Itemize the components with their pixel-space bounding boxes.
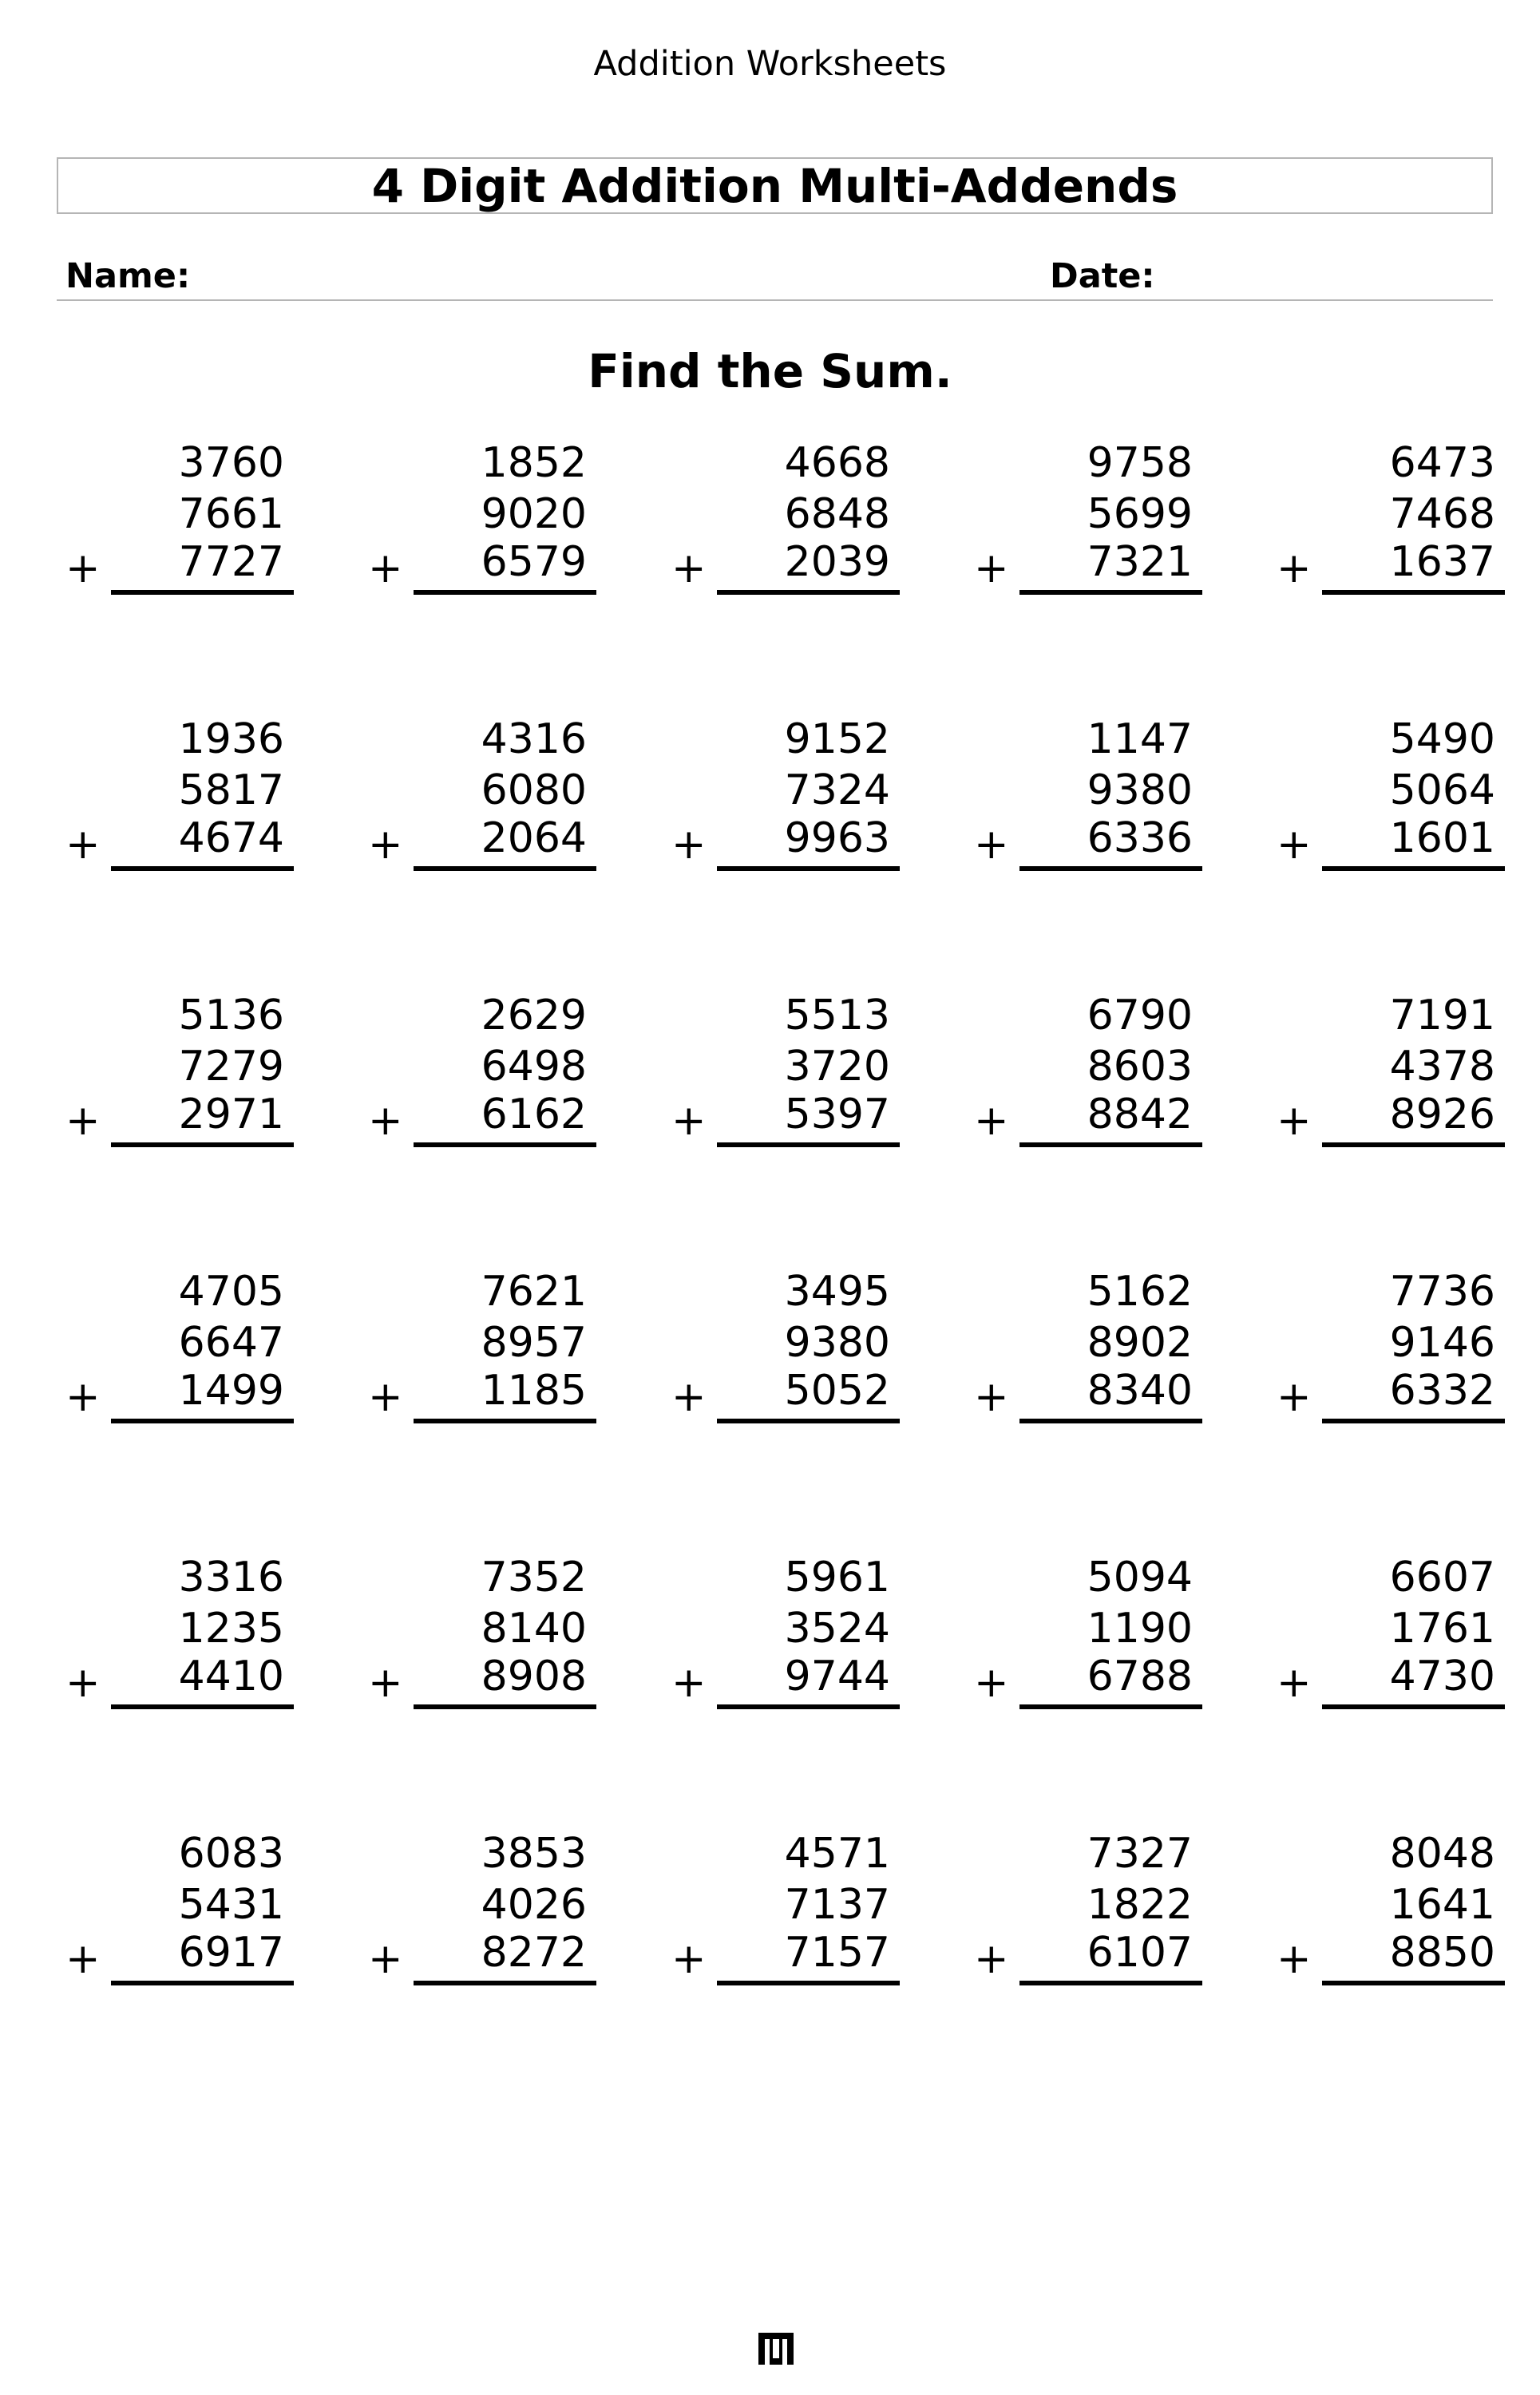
addend-3: 5052 <box>784 1367 890 1415</box>
plus-sign: + <box>1277 1373 1312 1421</box>
plus-sign: + <box>671 1935 707 1983</box>
addend-2: 7137 <box>784 1881 890 1929</box>
plus-sign: + <box>368 544 403 592</box>
plus-sign: + <box>368 1935 403 1983</box>
addend-1: 8048 <box>1389 1830 1495 1878</box>
plus-sign: + <box>974 1659 1009 1707</box>
problem <box>1277 1268 1505 1427</box>
addend-3: 6107 <box>1087 1929 1193 1977</box>
addend-2: 7279 <box>178 1043 284 1091</box>
problem <box>65 439 294 599</box>
answer-line[interactable] <box>111 866 294 871</box>
addend-2: 6080 <box>481 766 587 814</box>
plus-sign: + <box>671 821 707 869</box>
addend-3: 6162 <box>481 1091 587 1138</box>
addend-3: 4730 <box>1389 1653 1495 1700</box>
addend-3: 7157 <box>784 1929 890 1977</box>
site-title: Addition Worksheets <box>593 44 947 84</box>
answer-line[interactable] <box>717 1981 900 1985</box>
answer-line[interactable] <box>1019 1981 1202 1985</box>
addend-1: 9152 <box>784 715 890 763</box>
addend-1: 5162 <box>1087 1268 1193 1316</box>
plus-sign: + <box>974 821 1009 869</box>
answer-line[interactable] <box>414 1981 596 1985</box>
addend-1: 4571 <box>784 1830 890 1878</box>
addend-1: 5513 <box>784 992 890 1039</box>
problem <box>974 1268 1202 1427</box>
addend-1: 7352 <box>481 1554 587 1601</box>
addend-1: 3853 <box>481 1830 587 1878</box>
addend-1: 9758 <box>1087 439 1193 487</box>
problem <box>1277 992 1505 1151</box>
plus-sign: + <box>65 1097 101 1145</box>
problem <box>65 715 294 875</box>
plus-sign: + <box>671 1373 707 1421</box>
addend-2: 1235 <box>178 1605 284 1653</box>
addend-1: 5961 <box>784 1554 890 1601</box>
answer-line[interactable] <box>1019 1704 1202 1709</box>
addend-3: 4674 <box>178 814 284 862</box>
answer-line[interactable] <box>111 590 294 595</box>
answer-line[interactable] <box>1322 1419 1505 1423</box>
date-label: Date: <box>1050 256 1155 296</box>
addend-3: 9963 <box>784 814 890 862</box>
answer-line[interactable] <box>1322 1704 1505 1709</box>
addend-3: 9744 <box>784 1653 890 1700</box>
addend-2: 7468 <box>1389 490 1495 538</box>
addend-1: 4316 <box>481 715 587 763</box>
addend-2: 8603 <box>1087 1043 1193 1091</box>
plus-sign: + <box>1277 821 1312 869</box>
addend-1: 1147 <box>1087 715 1193 763</box>
plus-sign: + <box>65 1659 101 1707</box>
addend-2: 1822 <box>1087 1881 1193 1929</box>
addend-1: 2629 <box>481 992 587 1039</box>
addend-3: 8926 <box>1389 1091 1495 1138</box>
addend-3: 2971 <box>178 1091 284 1138</box>
plus-sign: + <box>368 1097 403 1145</box>
addend-1: 3760 <box>178 439 284 487</box>
addend-2: 7324 <box>784 766 890 814</box>
addend-3: 6336 <box>1087 814 1193 862</box>
plus-sign: + <box>368 1373 403 1421</box>
problem <box>671 439 900 599</box>
plus-sign: + <box>368 821 403 869</box>
problem <box>65 1268 294 1427</box>
addend-2: 4378 <box>1389 1043 1495 1091</box>
addend-2: 9380 <box>1087 766 1193 814</box>
addend-2: 1761 <box>1389 1605 1495 1653</box>
answer-line[interactable] <box>717 1704 900 1709</box>
problem <box>1277 1830 1505 1989</box>
addend-3: 6917 <box>178 1929 284 1977</box>
addend-3: 8842 <box>1087 1091 1193 1138</box>
addend-2: 6647 <box>178 1319 284 1367</box>
addend-3: 1637 <box>1389 538 1495 586</box>
answer-line[interactable] <box>1019 590 1202 595</box>
addend-2: 9380 <box>784 1319 890 1367</box>
problem <box>368 1268 596 1427</box>
addend-1: 7191 <box>1389 992 1495 1039</box>
addend-2: 8957 <box>481 1319 587 1367</box>
plus-sign: + <box>368 1659 403 1707</box>
addend-1: 4705 <box>178 1268 284 1316</box>
addend-3: 1499 <box>178 1367 284 1415</box>
addend-2: 6848 <box>784 490 890 538</box>
problem <box>974 1830 1202 1989</box>
answer-line[interactable] <box>1322 866 1505 871</box>
problem <box>974 992 1202 1151</box>
addend-2: 5064 <box>1389 766 1495 814</box>
addend-1: 3316 <box>178 1554 284 1601</box>
answer-line[interactable] <box>717 590 900 595</box>
answer-line[interactable] <box>111 1981 294 1985</box>
addend-1: 7736 <box>1389 1268 1495 1316</box>
problem <box>368 992 596 1151</box>
addend-3: 8340 <box>1087 1367 1193 1415</box>
addend-2: 4026 <box>481 1881 587 1929</box>
addend-1: 7621 <box>481 1268 587 1316</box>
plus-sign: + <box>65 544 101 592</box>
worksheet-title: 4 Digit Addition Multi-Addends <box>57 157 1493 214</box>
problem <box>974 715 1202 875</box>
problem <box>974 439 1202 599</box>
addend-1: 7327 <box>1087 1830 1193 1878</box>
answer-line[interactable] <box>414 1704 596 1709</box>
addend-1: 5094 <box>1087 1554 1193 1601</box>
addend-3: 4410 <box>178 1653 284 1700</box>
problem <box>65 1554 294 1713</box>
plus-sign: + <box>974 544 1009 592</box>
addend-2: 9146 <box>1389 1319 1495 1367</box>
problem <box>671 1554 900 1713</box>
problem <box>368 439 596 599</box>
problem <box>671 1830 900 1989</box>
answer-line[interactable] <box>111 1704 294 1709</box>
addend-1: 3495 <box>784 1268 890 1316</box>
addend-1: 4668 <box>784 439 890 487</box>
problem <box>671 715 900 875</box>
plus-sign: + <box>671 1659 707 1707</box>
addend-1: 1852 <box>481 439 587 487</box>
plus-sign: + <box>671 1097 707 1145</box>
plus-sign: + <box>65 1935 101 1983</box>
plus-sign: + <box>1277 544 1312 592</box>
problem <box>368 1830 596 1989</box>
answer-line[interactable] <box>717 1419 900 1423</box>
addend-2: 6498 <box>481 1043 587 1091</box>
addend-2: 3524 <box>784 1605 890 1653</box>
addend-2: 8902 <box>1087 1319 1193 1367</box>
answer-line[interactable] <box>414 590 596 595</box>
answer-line[interactable] <box>1019 1142 1202 1147</box>
plus-sign: + <box>974 1373 1009 1421</box>
answer-line[interactable] <box>1019 866 1202 871</box>
addend-3: 8272 <box>481 1929 587 1977</box>
addend-1: 6473 <box>1389 439 1495 487</box>
plus-sign: + <box>671 544 707 592</box>
answer-line[interactable] <box>414 1419 596 1423</box>
addend-3: 1185 <box>481 1367 587 1415</box>
plus-sign: + <box>974 1935 1009 1983</box>
addend-3: 8850 <box>1389 1929 1495 1977</box>
answer-line[interactable] <box>1322 590 1505 595</box>
addend-1: 5490 <box>1389 715 1495 763</box>
addend-3: 1601 <box>1389 814 1495 862</box>
problem <box>1277 715 1505 875</box>
addend-2: 5699 <box>1087 490 1193 538</box>
plus-sign: + <box>65 821 101 869</box>
instructions: Find the Sum. <box>588 344 952 398</box>
problem <box>1277 439 1505 599</box>
plus-sign: + <box>65 1373 101 1421</box>
addend-1: 6790 <box>1087 992 1193 1039</box>
addend-3: 7321 <box>1087 538 1193 586</box>
problem <box>65 1830 294 1989</box>
addend-2: 9020 <box>481 490 587 538</box>
name-label: Name: <box>65 256 191 296</box>
addend-3: 6579 <box>481 538 587 586</box>
problem <box>65 992 294 1151</box>
problem <box>368 1554 596 1713</box>
addend-3: 7727 <box>178 538 284 586</box>
answer-line[interactable] <box>717 1142 900 1147</box>
answer-line[interactable] <box>1322 1142 1505 1147</box>
addend-2: 5431 <box>178 1881 284 1929</box>
addend-2: 8140 <box>481 1605 587 1653</box>
plus-sign: + <box>1277 1097 1312 1145</box>
plus-sign: + <box>1277 1935 1312 1983</box>
answer-line[interactable] <box>111 1142 294 1147</box>
answer-line[interactable] <box>1322 1981 1505 1985</box>
addend-3: 6332 <box>1389 1367 1495 1415</box>
problem <box>368 715 596 875</box>
problem <box>671 1268 900 1427</box>
problem <box>974 1554 1202 1713</box>
addend-1: 6083 <box>178 1830 284 1878</box>
addend-3: 8908 <box>481 1653 587 1700</box>
addend-1: 6607 <box>1389 1554 1495 1601</box>
addend-2: 1641 <box>1389 1881 1495 1929</box>
plus-sign: + <box>1277 1659 1312 1707</box>
answer-line[interactable] <box>414 1142 596 1147</box>
addend-2: 1190 <box>1087 1605 1193 1653</box>
addend-1: 1936 <box>178 715 284 763</box>
plus-sign: + <box>974 1097 1009 1145</box>
addend-3: 6788 <box>1087 1653 1193 1700</box>
addend-1: 5136 <box>178 992 284 1039</box>
answer-line[interactable] <box>717 866 900 871</box>
answer-line[interactable] <box>111 1419 294 1423</box>
addend-3: 2064 <box>481 814 587 862</box>
addend-2: 5817 <box>178 766 284 814</box>
answer-line[interactable] <box>1019 1419 1202 1423</box>
worksheet-logo-icon <box>757 2331 795 2366</box>
addend-3: 5397 <box>784 1091 890 1138</box>
problem <box>1277 1554 1505 1713</box>
answer-line[interactable] <box>414 866 596 871</box>
addend-3: 2039 <box>784 538 890 586</box>
problem <box>671 992 900 1151</box>
addend-2: 7661 <box>178 490 284 538</box>
addend-2: 3720 <box>784 1043 890 1091</box>
